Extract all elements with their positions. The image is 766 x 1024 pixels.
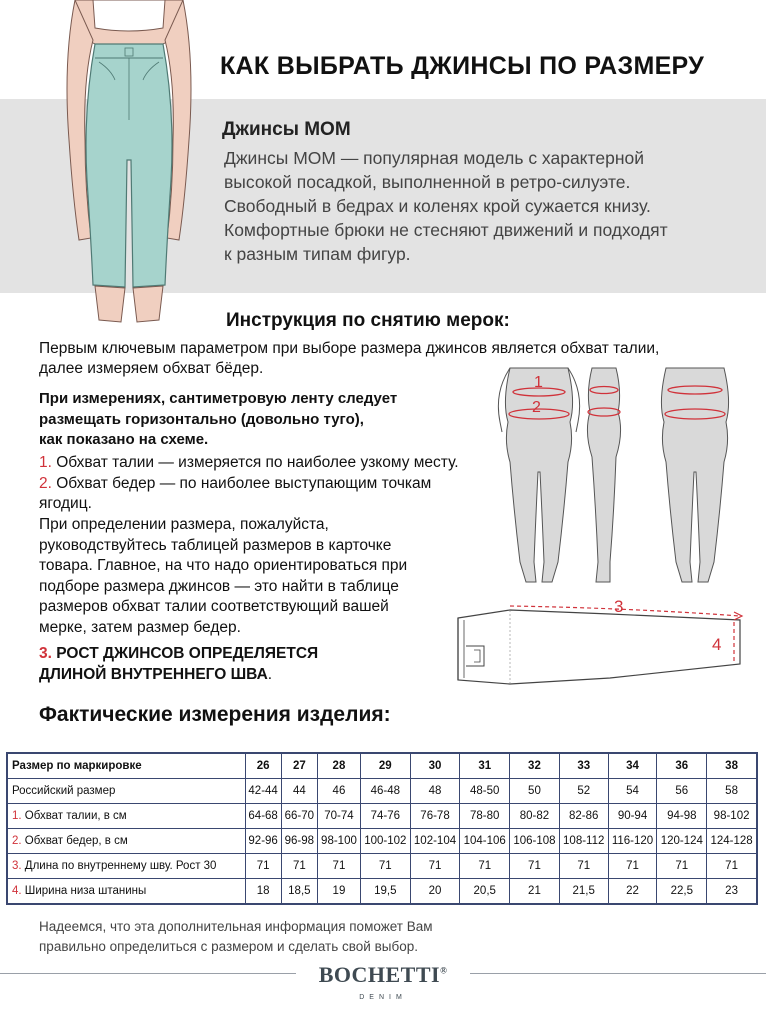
table-cell: 71 xyxy=(608,854,657,879)
description-line: Джинсы MOM — популярная модель с характерной xyxy=(224,148,644,168)
table-title: Фактические измерения изделия: xyxy=(39,703,391,726)
item-text: Обхват талии — измеряется по наиболее узкому месту. xyxy=(51,454,459,471)
size-table xyxy=(6,752,758,905)
intro-line: далее измеряем обхват бёдер. xyxy=(39,360,264,377)
row-label-text: Длина по внутреннему шву. Рост 30 xyxy=(21,860,217,872)
header-cell: 38 xyxy=(707,753,757,779)
footnote-line: Надеемся, что эта дополнительная информация поможет Вам xyxy=(39,919,433,934)
table-cell: 71 xyxy=(360,854,410,879)
table-cell: 71 xyxy=(317,854,360,879)
page-title: КАК ВЫБРАТЬ ДЖИНСЫ ПО РАЗМЕРУ xyxy=(220,52,705,80)
row-label-text: Обхват бедер, в см xyxy=(21,835,128,847)
table-cell: 71 xyxy=(707,854,757,879)
advice-line: товара. Главное, на что надо ориентироваться при xyxy=(39,557,408,574)
table-cell: 71 xyxy=(281,854,317,879)
table-cell: 20,5 xyxy=(460,879,510,905)
list-item xyxy=(39,474,459,495)
diagram-label-3: 3 xyxy=(614,597,624,616)
table-cell: 80-82 xyxy=(510,804,560,829)
body-measurement-diagram xyxy=(480,362,730,590)
header-cell: 34 xyxy=(608,753,657,779)
note-line: как показано на схеме. xyxy=(39,431,209,448)
footnote-line: правильно определиться с размером и сделать свой выбор. xyxy=(39,939,418,954)
table-cell: 19,5 xyxy=(360,879,410,905)
header-cell: Размер по маркировке xyxy=(7,753,245,779)
row-label xyxy=(7,879,245,905)
table-cell: 48-50 xyxy=(460,779,510,804)
header-cell: 26 xyxy=(245,753,281,779)
table-cell: 71 xyxy=(245,854,281,879)
table-cell: 90-94 xyxy=(608,804,657,829)
header-cell: 31 xyxy=(460,753,510,779)
table-cell: 48 xyxy=(410,779,460,804)
table-row xyxy=(7,829,757,854)
brand-logo xyxy=(308,962,458,988)
row-label xyxy=(7,779,245,804)
rule-end: . xyxy=(267,665,273,683)
table-cell: 54 xyxy=(608,779,657,804)
table-cell: 21,5 xyxy=(559,879,608,905)
note-line: размещать горизонтально (довольно туго), xyxy=(39,410,364,428)
table-cell: 96-98 xyxy=(281,829,317,854)
item-number: 2. xyxy=(39,474,52,492)
diagram-label-1: 1 xyxy=(534,374,543,391)
description-line: к разным типам фигур. xyxy=(224,244,411,264)
header-cell: 27 xyxy=(281,753,317,779)
table-row xyxy=(7,854,757,879)
table-cell: 56 xyxy=(657,779,707,804)
item-number: 1. xyxy=(39,454,52,471)
advice-line: руководствуйтесь таблицей размеров в карточке xyxy=(39,536,392,554)
table-cell: 82-86 xyxy=(559,804,608,829)
jeans-measurement-diagram xyxy=(450,592,750,692)
table-cell: 100-102 xyxy=(360,829,410,854)
table-cell: 71 xyxy=(410,854,460,879)
table-cell: 20 xyxy=(410,879,460,905)
row-number: 2. xyxy=(12,835,22,847)
rule-line: РОСТ ДЖИНСОВ ОПРЕДЕЛЯЕТСЯ xyxy=(51,645,319,662)
model-name: Джинсы MOM xyxy=(222,119,351,140)
table-cell: 74-76 xyxy=(360,804,410,829)
registered-mark: ® xyxy=(440,965,448,976)
inseam-rule xyxy=(39,644,318,685)
diagram-label-2: 2 xyxy=(532,399,541,416)
table-cell: 98-100 xyxy=(317,829,360,854)
row-label-text: Российский размер xyxy=(12,785,116,797)
table-cell: 22,5 xyxy=(657,879,707,905)
side-figure xyxy=(587,368,620,582)
note-line: При измерениях, сантиметровую ленту следует xyxy=(39,390,398,407)
row-label xyxy=(7,829,245,854)
table-cell: 18 xyxy=(245,879,281,905)
table-cell: 116-120 xyxy=(608,829,657,854)
table-cell: 19 xyxy=(317,879,360,905)
measurement-list xyxy=(39,453,459,515)
table-cell: 104-106 xyxy=(460,829,510,854)
table-cell: 70-74 xyxy=(317,804,360,829)
table-cell: 52 xyxy=(559,779,608,804)
table-cell: 64-68 xyxy=(245,804,281,829)
table-cell: 76-78 xyxy=(410,804,460,829)
advice-line: размеров обхват талии соответствующий вашей xyxy=(39,598,389,615)
advice-line: мерке, затем размер бедер. xyxy=(39,618,241,636)
table-cell: 71 xyxy=(559,854,608,879)
brand-subtitle: DENIM xyxy=(359,994,407,1001)
model-description xyxy=(224,146,724,266)
row-label xyxy=(7,804,245,829)
diagram-label-4: 4 xyxy=(712,635,722,654)
table-cell: 46-48 xyxy=(360,779,410,804)
description-line: высокой посадкой, выполненной в ретро-силуэте. xyxy=(224,172,631,192)
size-advice xyxy=(39,515,407,638)
item-text: Обхват бедер — по наиболее выступающим точкам xyxy=(51,474,432,492)
list-item-continuation: ягодиц. xyxy=(39,495,92,512)
advice-line: При определении размера, пожалуйста, xyxy=(39,516,329,533)
model-illustration xyxy=(55,0,205,340)
header-cell: 32 xyxy=(510,753,560,779)
row-number: 3. xyxy=(12,860,22,872)
row-label-text: Обхват талии, в см xyxy=(21,810,127,822)
description-line: Комфортные брюки не стесняют движений и подходят xyxy=(224,220,668,240)
list-item xyxy=(39,453,459,474)
instructions-title: Инструкция по снятию мерок: xyxy=(226,310,510,331)
description-line: Свободный в бедрах и коленях крой сужается книзу. xyxy=(224,196,651,216)
table-cell: 106-108 xyxy=(510,829,560,854)
table-cell: 42-44 xyxy=(245,779,281,804)
measurement-note xyxy=(39,389,397,451)
table-row xyxy=(7,779,757,804)
table-cell: 92-96 xyxy=(245,829,281,854)
table-cell: 46 xyxy=(317,779,360,804)
row-number: 1. xyxy=(12,810,22,822)
advice-line: подборе размера джинсов — это найти в таблице xyxy=(39,577,399,595)
footer-note xyxy=(39,917,433,957)
table-cell: 21 xyxy=(510,879,560,905)
rule-number: 3. xyxy=(39,645,52,662)
table-cell: 94-98 xyxy=(657,804,707,829)
table-cell: 98-102 xyxy=(707,804,757,829)
header-cell: 28 xyxy=(317,753,360,779)
table-cell: 71 xyxy=(510,854,560,879)
table-header-row xyxy=(7,753,757,779)
table-cell: 58 xyxy=(707,779,757,804)
footer-divider-right xyxy=(470,973,766,974)
table-row xyxy=(7,879,757,905)
header-cell: 33 xyxy=(559,753,608,779)
footer-divider-left xyxy=(0,973,296,974)
row-label-text: Ширина низа штанины xyxy=(21,885,147,897)
table-cell: 71 xyxy=(657,854,707,879)
table-cell: 66-70 xyxy=(281,804,317,829)
table-cell: 23 xyxy=(707,879,757,905)
row-label xyxy=(7,854,245,879)
table-cell: 78-80 xyxy=(460,804,510,829)
table-row xyxy=(7,804,757,829)
table-cell: 108-112 xyxy=(559,829,608,854)
header-cell: 30 xyxy=(410,753,460,779)
table-cell: 44 xyxy=(281,779,317,804)
table-cell: 18,5 xyxy=(281,879,317,905)
table-cell: 71 xyxy=(460,854,510,879)
table-cell: 22 xyxy=(608,879,657,905)
rule-line: ДЛИНОЙ ВНУТРЕННЕГО ШВА xyxy=(39,665,268,683)
table-cell: 50 xyxy=(510,779,560,804)
brand-name: BOCHETTI xyxy=(318,962,441,987)
header-cell: 29 xyxy=(360,753,410,779)
table-cell: 102-104 xyxy=(410,829,460,854)
intro-line: Первым ключевым параметром при выборе размера джинсов является обхват талии, xyxy=(39,340,660,357)
back-figure xyxy=(661,368,728,582)
row-number: 4. xyxy=(12,885,22,897)
header-cell: 36 xyxy=(657,753,707,779)
table-cell: 124-128 xyxy=(707,829,757,854)
table-cell: 120-124 xyxy=(657,829,707,854)
